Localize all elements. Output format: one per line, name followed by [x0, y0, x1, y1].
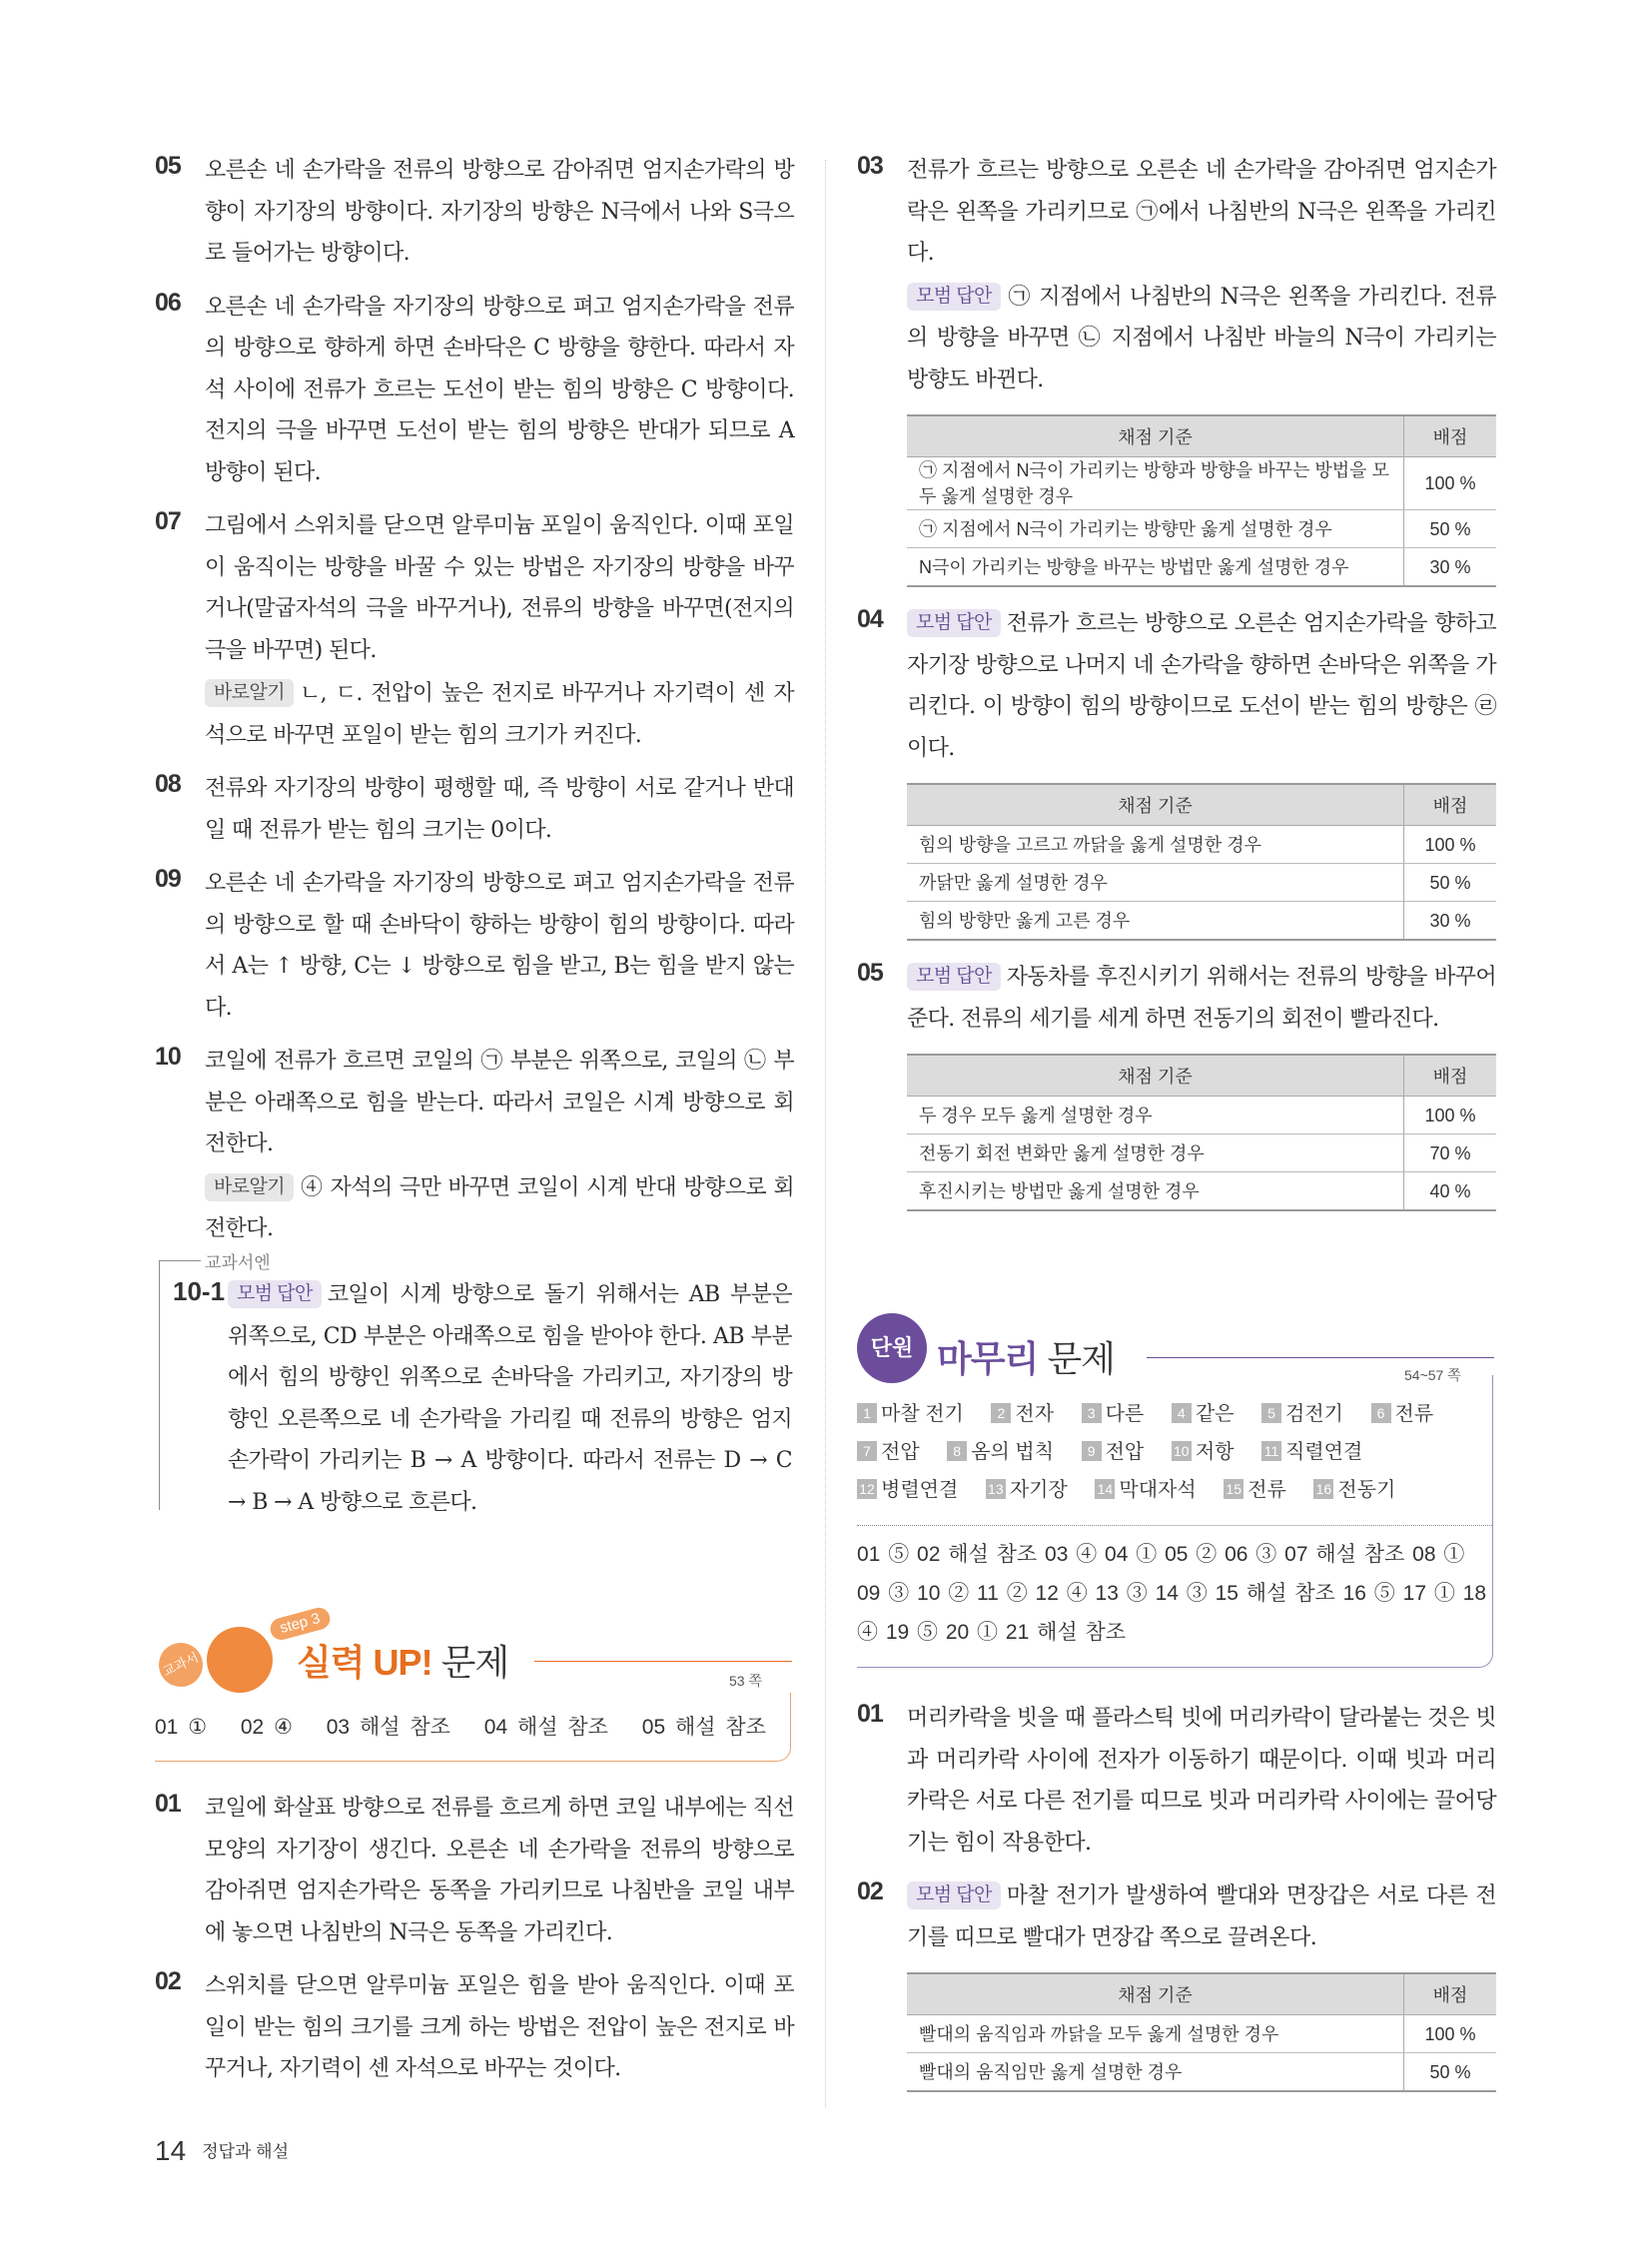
quick-answers: [155, 1711, 790, 1741]
keyword: [1313, 1471, 1395, 1509]
model-answer-tag: 모범 답안: [228, 1280, 322, 1308]
keyword: [991, 1395, 1054, 1433]
right-column: [857, 150, 1496, 1227]
answer-item: [155, 505, 794, 756]
model-answer-tag: 모범 답안: [907, 1881, 1001, 1909]
keyword-text: 병렬연결: [881, 1479, 959, 1501]
grading-table: [907, 414, 1496, 587]
criterion: 힘의 방향만 옳게 고른 경우: [907, 902, 1404, 941]
item-text: [173, 1274, 792, 1523]
keyword-number: 9: [1082, 1441, 1102, 1461]
item-text: 오른손 네 손가락을 자기장의 방향으로 펴고 엄지손가락을 전류의 방향으로 향하게 하면 손바닥은 C 방향을 향한다. 따라서 자석 사이에 전류가 흐르는 도선이 받는 힘의 방향은 C 방향이다. 전지의 극을 바꾸면 도선이 받는 힘의 방향은 반대가 되므로 A 방향이 된다.: [205, 294, 794, 485]
table-header: 배점: [1404, 784, 1497, 826]
item-number: 07: [155, 507, 181, 535]
item-number: 05: [857, 959, 883, 987]
keyword-number: 10: [1172, 1441, 1192, 1461]
grading-table: [907, 1972, 1496, 2092]
keyword-text: 전압: [881, 1441, 920, 1463]
textbook-text: 코일이 시계 방향으로 돌기 위해서는 AB 부분은 위쪽으로, CD 부분은 아래쪽으로 힘을 받아야 한다. AB 부분에서 힘의 방향인 위쪽으로 손바닥을 가리키고, 자기장의 방향인 오른쪽으로 네 손가락을 가리킬 때 전류의 방향은 엄지손가락이 가리키는 B → A 방향이다. 따라서 전류는 D → C → B → A 방향으로 흐른다.: [228, 1282, 792, 1515]
item-sub: [907, 277, 1496, 401]
item-number: 08: [155, 770, 181, 798]
grading-table: [907, 783, 1496, 941]
item-body: 마찰 전기가 발생하여 빨대와 면장갑은 서로 다른 전기를 띠므로 빨대가 면장갑 쪽으로 끌려온다.: [907, 1883, 1496, 1950]
item-text: 오른손 네 손가락을 자기장의 방향으로 펴고 엄지손가락을 전류의 방향으로 할 때 손바닥이 향하는 방향이 힘의 방향이다. 따라서 A는 ↑ 방향, C는 ↓ 방향으로 힘을 받고, B는 힘을 받지 않는다.: [205, 871, 794, 1021]
item-sub: [205, 1167, 794, 1250]
keyword-text: 마찰 전기: [881, 1403, 964, 1425]
column-divider: [825, 160, 826, 2107]
item-number: 04: [857, 605, 883, 633]
keyword: [857, 1395, 964, 1433]
keyword-number: 14: [1095, 1479, 1115, 1499]
table-header: 배점: [1404, 1973, 1497, 2015]
quick-answers: 01 ⑤ 02 해설 참조 03 ④ 04 ① 05 ② 06 ③ 07 해설 참조 08 ① 09 ③ 10 ② 11 ② 12 ④ 13 ③ 14 ③ 15 해설 참조 16 ⑤ 17 ① 18 ④ 19 ⑤ 20 ① 21 해설 참조: [857, 1543, 1487, 1644]
item-text: 머리카락을 빗을 때 플라스틱 빗에 머리카락이 달라붙는 것은 빗과 머리카락 사이에 전자가 이동하기 때문이다. 이때 빗과 머리카락은 서로 다른 전기를 띠므로 빗과 머리카락 사이에는 끌어당기는 힘이 작용한다.: [907, 1706, 1496, 1856]
score: 50 %: [1404, 864, 1497, 902]
criterion: 전동기 회전 변화만 옳게 설명한 경우: [907, 1134, 1404, 1172]
title-rule: [1147, 1357, 1494, 1358]
answer-item: [155, 150, 794, 275]
answer-item: [857, 957, 1496, 1040]
quick-answer: 03 해설 참조: [326, 1716, 450, 1739]
item-sub-text: ㄴ, ㄷ. 전압이 높은 전지로 바꾸거나 자기력이 센 자석으로 바꾸면 포일이 받는 힘의 크기가 커진다.: [205, 681, 794, 748]
item-number: 09: [155, 865, 181, 893]
answer-item: [857, 150, 1496, 400]
item-text: 그림에서 스위치를 닫으면 알루미늄 포일이 움직인다. 이때 포일이 움직이는 방향을 바꿀 수 있는 방법은 자기장의 방향을 바꾸거나(말굽자석의 극을 바꾸거나), 전류의 방향을 바꾸면(전지의 극을 바꾸면) 된다.: [205, 513, 794, 663]
item-number: 01: [155, 1790, 181, 1818]
left-column-lower: [155, 1788, 794, 2102]
correction-tag: 바로알기: [205, 1173, 294, 1201]
criterion: 빨대의 움직임과 까닭을 모두 옳게 설명한 경우: [907, 2015, 1404, 2053]
item-sub-text: ㉠ 지점에서 나침반의 N극은 왼쪽을 가리킨다. 전류의 방향을 바꾸면 ㉡ 지점에서 나침반 바늘의 N극이 가리키는 방향도 바뀐다.: [907, 284, 1496, 392]
keyword-number: 8: [947, 1441, 967, 1461]
answer-item: [857, 1875, 1496, 1958]
keyword-text: 같은: [1195, 1403, 1235, 1425]
item-number: 06: [155, 288, 181, 317]
page-number: 14: [155, 2135, 187, 2166]
item-text: [907, 1875, 1496, 1958]
criterion: 후진시키는 방법만 옳게 설명한 경우: [907, 1172, 1404, 1211]
item-number: 03: [857, 152, 883, 180]
keyword-text: 전압: [1105, 1441, 1145, 1463]
item-body: 자동차를 후진시키기 위해서는 전류의 방향을 바꾸어 준다. 전류의 세기를 세게 하면 전동기의 회전이 빨라진다.: [907, 965, 1496, 1032]
answer-item: [155, 1965, 794, 2090]
section-title-rest: 문제: [431, 1642, 509, 1683]
table-header: 배점: [1404, 1055, 1497, 1097]
keyword-text: 직렬연결: [1285, 1441, 1363, 1463]
item-text: [907, 957, 1496, 1040]
model-answer-tag: 모범 답안: [907, 963, 1001, 991]
item-number: 02: [857, 1877, 883, 1905]
keyword-number: 1: [857, 1403, 877, 1423]
table-header: 채점 기준: [907, 784, 1404, 826]
answer-item: [155, 768, 794, 851]
criterion: 두 경우 모두 옳게 설명한 경우: [907, 1097, 1404, 1134]
keyword-text: 자기장: [1009, 1479, 1068, 1501]
left-column: [155, 150, 794, 1262]
item-text: 코일에 전류가 흐르면 코일의 ㉠ 부분은 위쪽으로, 코일의 ㉡ 부분은 아래쪽으로 힘을 받는다. 따라서 코일은 시계 방향으로 회전한다.: [205, 1049, 794, 1156]
keyword-number: 6: [1371, 1403, 1391, 1423]
item-text: 코일에 화살표 방향으로 전류를 흐르게 하면 코일 내부에는 직선 모양의 자기장이 생긴다. 오른손 네 손가락을 전류의 방향으로 감아쥐면 엄지손가락은 동쪽을 가리키므로 나침반을 코일 내부에 놓으면 나침반의 N극은 동쪽을 가리킨다.: [205, 1796, 794, 1945]
keyword-number: 2: [991, 1403, 1011, 1423]
score: 30 %: [1404, 902, 1497, 941]
keyword: [1172, 1433, 1235, 1471]
keyword: [1172, 1395, 1235, 1433]
keyword-text: 전류: [1247, 1479, 1286, 1501]
table-header: 채점 기준: [907, 1055, 1404, 1097]
score: 70 %: [1404, 1134, 1497, 1172]
keyword-text: 전동기: [1337, 1479, 1396, 1501]
item-number: 10-1: [173, 1276, 226, 1306]
page-reference: 54~57 쪽: [1404, 1367, 1461, 1383]
score: 30 %: [1404, 548, 1497, 587]
item-text: [907, 603, 1496, 769]
answer-item: [155, 1041, 794, 1250]
textbook-label: 교과서엔: [205, 1253, 271, 1272]
answer-item: [155, 287, 794, 494]
page-reference: 53 쪽: [729, 1673, 762, 1689]
item-sub: [205, 673, 794, 756]
keyword-number: 3: [1082, 1403, 1102, 1423]
unit-badge: 단원: [857, 1313, 927, 1383]
keyword-number: 7: [857, 1441, 877, 1461]
keyword: [1261, 1395, 1343, 1433]
criterion: ㉠ 지점에서 N극이 가리키는 방향만 옳게 설명한 경우: [907, 510, 1404, 548]
keyword-text: 검전기: [1285, 1403, 1343, 1425]
box-bracket-line: [159, 1260, 160, 1510]
keyword-number: 12: [857, 1479, 877, 1499]
keyword-list: [857, 1395, 1496, 1509]
table-header: 채점 기준: [907, 1973, 1404, 2015]
item-number: 10: [155, 1043, 181, 1071]
model-answer-tag: 모범 답안: [907, 283, 1001, 311]
keyword: [947, 1433, 1054, 1471]
answer-item: [857, 1698, 1496, 1864]
item-body: 전류가 흐르는 방향으로 오른손 엄지손가락을 향하고 자기장 방향으로 나머지 네 손가락을 향하면 손바닥은 위쪽을 가리킨다. 이 방향이 힘의 방향이므로 도선이 받는 힘의 방향은 ㉣이다.: [907, 611, 1496, 761]
keyword: [857, 1433, 920, 1471]
keyword: [1224, 1471, 1286, 1509]
keyword: [1082, 1433, 1145, 1471]
item-number: 05: [155, 152, 181, 180]
item-sub-text: ④ 자석의 극만 바꾸면 코일이 시계 반대 방향으로 회전한다.: [205, 1174, 794, 1241]
score: 100 %: [1404, 1097, 1497, 1134]
section-title: [297, 1635, 508, 1686]
keyword-number: 13: [986, 1479, 1006, 1499]
score: 100 %: [1404, 2015, 1497, 2053]
score: 40 %: [1404, 1172, 1497, 1211]
keyword-text: 막대자석: [1119, 1479, 1197, 1501]
keyword-text: 저항: [1195, 1441, 1235, 1463]
page-footer: [155, 2135, 289, 2167]
item-text: 스위치를 닫으면 알루미늄 포일은 힘을 받아 움직인다. 이때 포일이 받는 힘의 크기를 크게 하는 방법은 전압이 높은 전지로 바꾸거나, 자기력이 센 자석으로 바꾸는 것이다.: [205, 1973, 794, 2081]
right-column-lower: [857, 1698, 1496, 2108]
textbook-extension-box: [155, 1248, 794, 1515]
quick-answer: 01 ①: [155, 1716, 208, 1739]
unit-review-section: [857, 1313, 1496, 1673]
keyword-text: 다른: [1105, 1403, 1145, 1425]
keyword: [857, 1471, 958, 1509]
section-title-rest: 문제: [1038, 1338, 1115, 1379]
keyword: [1371, 1395, 1434, 1433]
criterion: 빨대의 움직임만 옳게 설명한 경우: [907, 2053, 1404, 2092]
quick-answer: 04 해설 참조: [483, 1716, 608, 1739]
keyword-number: 4: [1172, 1403, 1192, 1423]
section-title-accent: 실력 UP!: [297, 1642, 432, 1683]
quick-answer: 05 해설 참조: [641, 1716, 766, 1739]
item-number: 02: [155, 1967, 181, 1995]
criterion: 힘의 방향을 고르고 까닭을 옳게 설명한 경우: [907, 826, 1404, 864]
textbook-body: [173, 1274, 792, 1523]
answer-item: [155, 863, 794, 1029]
grading-table: [907, 1054, 1496, 1211]
score: 100 %: [1404, 457, 1497, 510]
keyword-text: 전류: [1394, 1403, 1434, 1425]
table-header: 채점 기준: [907, 415, 1404, 457]
score: 50 %: [1404, 2053, 1497, 2092]
keyword: [1082, 1395, 1145, 1433]
score: 100 %: [1404, 826, 1497, 864]
item-text: 전류가 흐르는 방향으로 오른손 네 손가락을 감아쥐면 엄지손가락은 왼쪽을 가리키므로 ㉠에서 나침반의 N극은 왼쪽을 가리킨다.: [907, 158, 1496, 266]
score: 50 %: [1404, 510, 1497, 548]
section-title-accent: 마무리: [937, 1338, 1039, 1379]
step-label: step 3: [268, 1605, 332, 1642]
keyword-number: 15: [1224, 1479, 1243, 1499]
criterion: N극이 가리키는 방향을 바꾸는 방법만 옳게 설명한 경우: [907, 548, 1404, 587]
criterion: 까닭만 옳게 설명한 경우: [907, 864, 1404, 902]
dotted-divider: [857, 1525, 1492, 1526]
skill-up-section-header: [155, 1610, 794, 1763]
footer-label: 정답과 해설: [202, 2142, 289, 2161]
textbook-badge: 교과서: [152, 1636, 210, 1694]
criterion: ㉠ 지점에서 N극이 가리키는 방향과 방향을 바꾸는 방법을 모두 옳게 설명한 경우: [907, 457, 1404, 510]
quick-answer: 02 ④: [240, 1716, 293, 1739]
answer-item: [155, 1788, 794, 1953]
box-bracket-line: [159, 1260, 201, 1261]
model-answer-tag: 모범 답안: [907, 609, 1001, 637]
table-header: 배점: [1404, 415, 1497, 457]
keyword-number: 5: [1261, 1403, 1281, 1423]
keyword-number: 11: [1261, 1441, 1281, 1461]
item-text: 전류와 자기장의 방향이 평행할 때, 즉 방향이 서로 같거나 반대일 때 전류가 받는 힘의 크기는 0이다.: [205, 776, 794, 843]
keyword-text: 전자: [1015, 1403, 1055, 1425]
title-rule: [534, 1661, 792, 1662]
keyword-number: 16: [1313, 1479, 1333, 1499]
sprout-badge-icon: [207, 1627, 273, 1693]
answer-item: [857, 603, 1496, 769]
keyword: [986, 1471, 1068, 1509]
item-number: 01: [857, 1700, 883, 1728]
correction-tag: 바로알기: [205, 679, 294, 707]
item-text: 오른손 네 손가락을 전류의 방향으로 감아쥐면 엄지손가락의 방향이 자기장의 방향이다. 자기장의 방향은 N극에서 나와 S극으로 들어가는 방향이다.: [205, 158, 794, 266]
keyword-text: 옴의 법칙: [971, 1441, 1055, 1463]
keyword: [1261, 1433, 1362, 1471]
keyword: [1095, 1471, 1196, 1509]
